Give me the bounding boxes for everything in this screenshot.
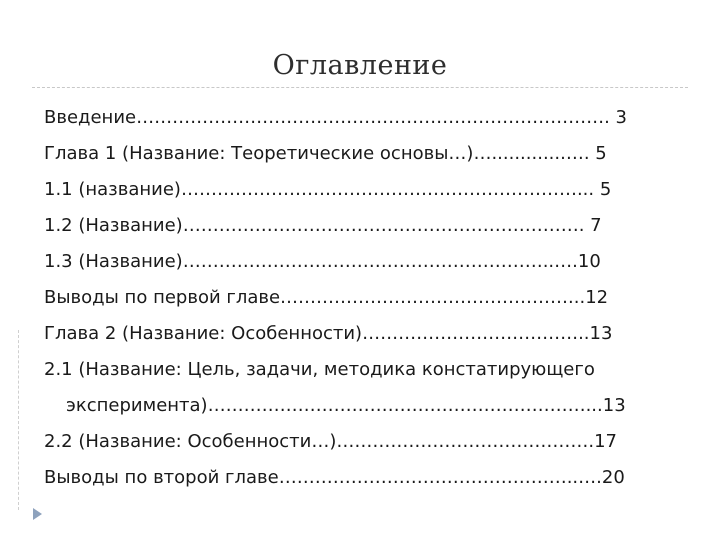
table-of-contents — [44, 100, 684, 496]
toc-entry-section-2-2: 2.2 (Название: Особенности…)…………………………………….17 — [44, 431, 618, 452]
toc-entry-introduction: Введение……………………………………………………………………. 3 — [44, 107, 627, 128]
toc-entry-section-1-3: 1.3 (Название)……………………………………………………..….10 — [44, 251, 601, 272]
toc-entry-chapter-2: Глава 2 (Название: Особенности)………………………………..13 — [44, 323, 613, 344]
page-title: Оглавление — [272, 50, 448, 81]
toc-entry-section-2-1-continued: эксперимента)………………………………………………………...13 — [66, 395, 626, 416]
toc-entry-section-2-1: 2.1 (Название: Цель, задачи, методика констатирующего — [44, 359, 595, 380]
toc-entry-conclusions-2: Выводы по второй главе…………………………………………..….20 — [44, 467, 625, 488]
toc-entry-section-1-2: 1.2 (Название)…………………………………………………………. 7 — [44, 215, 602, 236]
triangle-bullet-icon — [33, 508, 42, 520]
title-divider — [32, 87, 688, 88]
toc-entry-chapter-1: Глава 1 (Название: Теоретические основы…)….............…. 5 — [44, 143, 607, 164]
left-divider — [18, 330, 19, 510]
toc-entry-section-1-1: 1.1 (название)…………………………………………………………... 5 — [44, 179, 612, 200]
toc-entry-conclusions-1: Выводы по первой главе…………………………………………...12 — [44, 287, 609, 308]
